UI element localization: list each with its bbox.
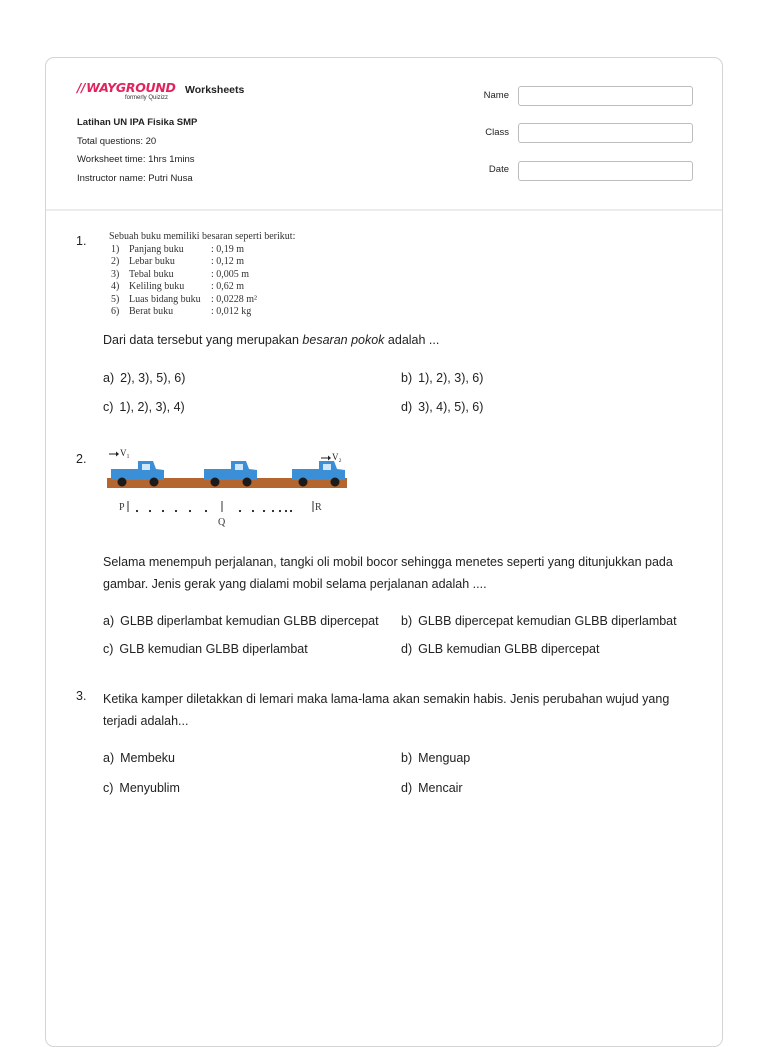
option-c[interactable]: c) Menyublim <box>103 781 180 795</box>
product-name: Worksheets <box>185 84 245 96</box>
brand-subtitle: formerly Quizizz <box>125 95 169 101</box>
question-2-text: Selama menempuh perjalanan, tangki oli mobil bocor sehingga menetes seperti yang ditunjukkan pada gambar. Jenis gerak yang dialami mobil selama perjalanan adalah .... <box>103 555 673 591</box>
name-field[interactable] <box>518 86 693 106</box>
class-field[interactable] <box>518 123 693 143</box>
question-number: 3. <box>76 689 87 703</box>
worksheet-title: Latihan UN IPA Fisika SMP <box>77 117 198 128</box>
question-2-image <box>107 446 351 538</box>
velocity-arrow-icon <box>109 452 119 457</box>
option-b[interactable]: b) GLBB dipercepat kemudian GLBB diperlambat <box>401 614 677 628</box>
worksheet-header <box>46 58 722 211</box>
question-number: 1. <box>76 234 87 248</box>
total-questions: Total questions: 20 <box>77 135 157 147</box>
date-field[interactable] <box>518 161 693 181</box>
option-a[interactable]: a) GLBB diperlambat kemudian GLBB dipercepat <box>103 614 379 628</box>
velocity-arrow-icon <box>321 456 331 461</box>
question-1 <box>76 231 696 414</box>
oil-drops <box>136 510 292 512</box>
question-number: 2. <box>76 452 87 466</box>
date-label: Date <box>488 164 509 175</box>
question-3 <box>76 689 696 799</box>
worksheet-meta <box>77 117 197 191</box>
question-text: Dari data tersebut yang merupakan besaran pokok adalah ... <box>103 333 440 347</box>
option-a[interactable]: a) Membeku <box>103 751 176 765</box>
point-p-label: P <box>119 502 125 513</box>
wayground-logo-icon: // <box>77 81 86 95</box>
option-a[interactable]: a) 2), 3), 5), 6) <box>103 371 186 385</box>
option-d[interactable]: d) Mencair <box>401 781 463 795</box>
image-heading: Sebuah buku memiliki besaran seperti berikut: <box>109 231 296 242</box>
name-label: Name <box>483 90 509 101</box>
option-d[interactable]: d) 3), 4), 5), 6) <box>401 400 484 414</box>
v2-label: V₂ <box>332 452 342 462</box>
class-label: Class <box>485 127 509 138</box>
option-b[interactable]: b) Menguap <box>401 751 471 765</box>
option-d[interactable]: d) GLB kemudian GLBB dipercepat <box>401 642 600 656</box>
option-c[interactable]: c) 1), 2), 3), 4) <box>103 400 185 414</box>
option-b[interactable]: b) 1), 2), 3), 6) <box>401 371 484 385</box>
option-c[interactable]: c) GLB kemudian GLBB diperlambat <box>103 642 308 656</box>
question-1-image: Sebuah buku memiliki besaran seperti berikut: 1) Panjang buku : 0,19 m 2) Lebar buku : 0,12 m 3) Tebal buku : 0,005 m 4) Keliling buku : 0,62 m 5) Luas bidang buku : 0,0228 m² 6) Berat buku : 0,012 kg <box>109 231 296 317</box>
point-q-label: Q <box>218 517 226 528</box>
point-r-label: R <box>315 502 322 513</box>
brand-name: WAYGROUND <box>86 80 176 95</box>
worksheet-time: Worksheet time: 1hrs 1mins <box>77 154 195 165</box>
v1-label: V₁ <box>120 448 130 458</box>
worksheet-page <box>45 57 723 1047</box>
question-text: Ketika kamper diletakkan di lemari maka lama-lama akan semakin habis. Jenis perubahan wujud yang terjadi adalah... <box>103 692 670 728</box>
instructor-name: Instructor name: Putri Nusa <box>77 172 193 184</box>
